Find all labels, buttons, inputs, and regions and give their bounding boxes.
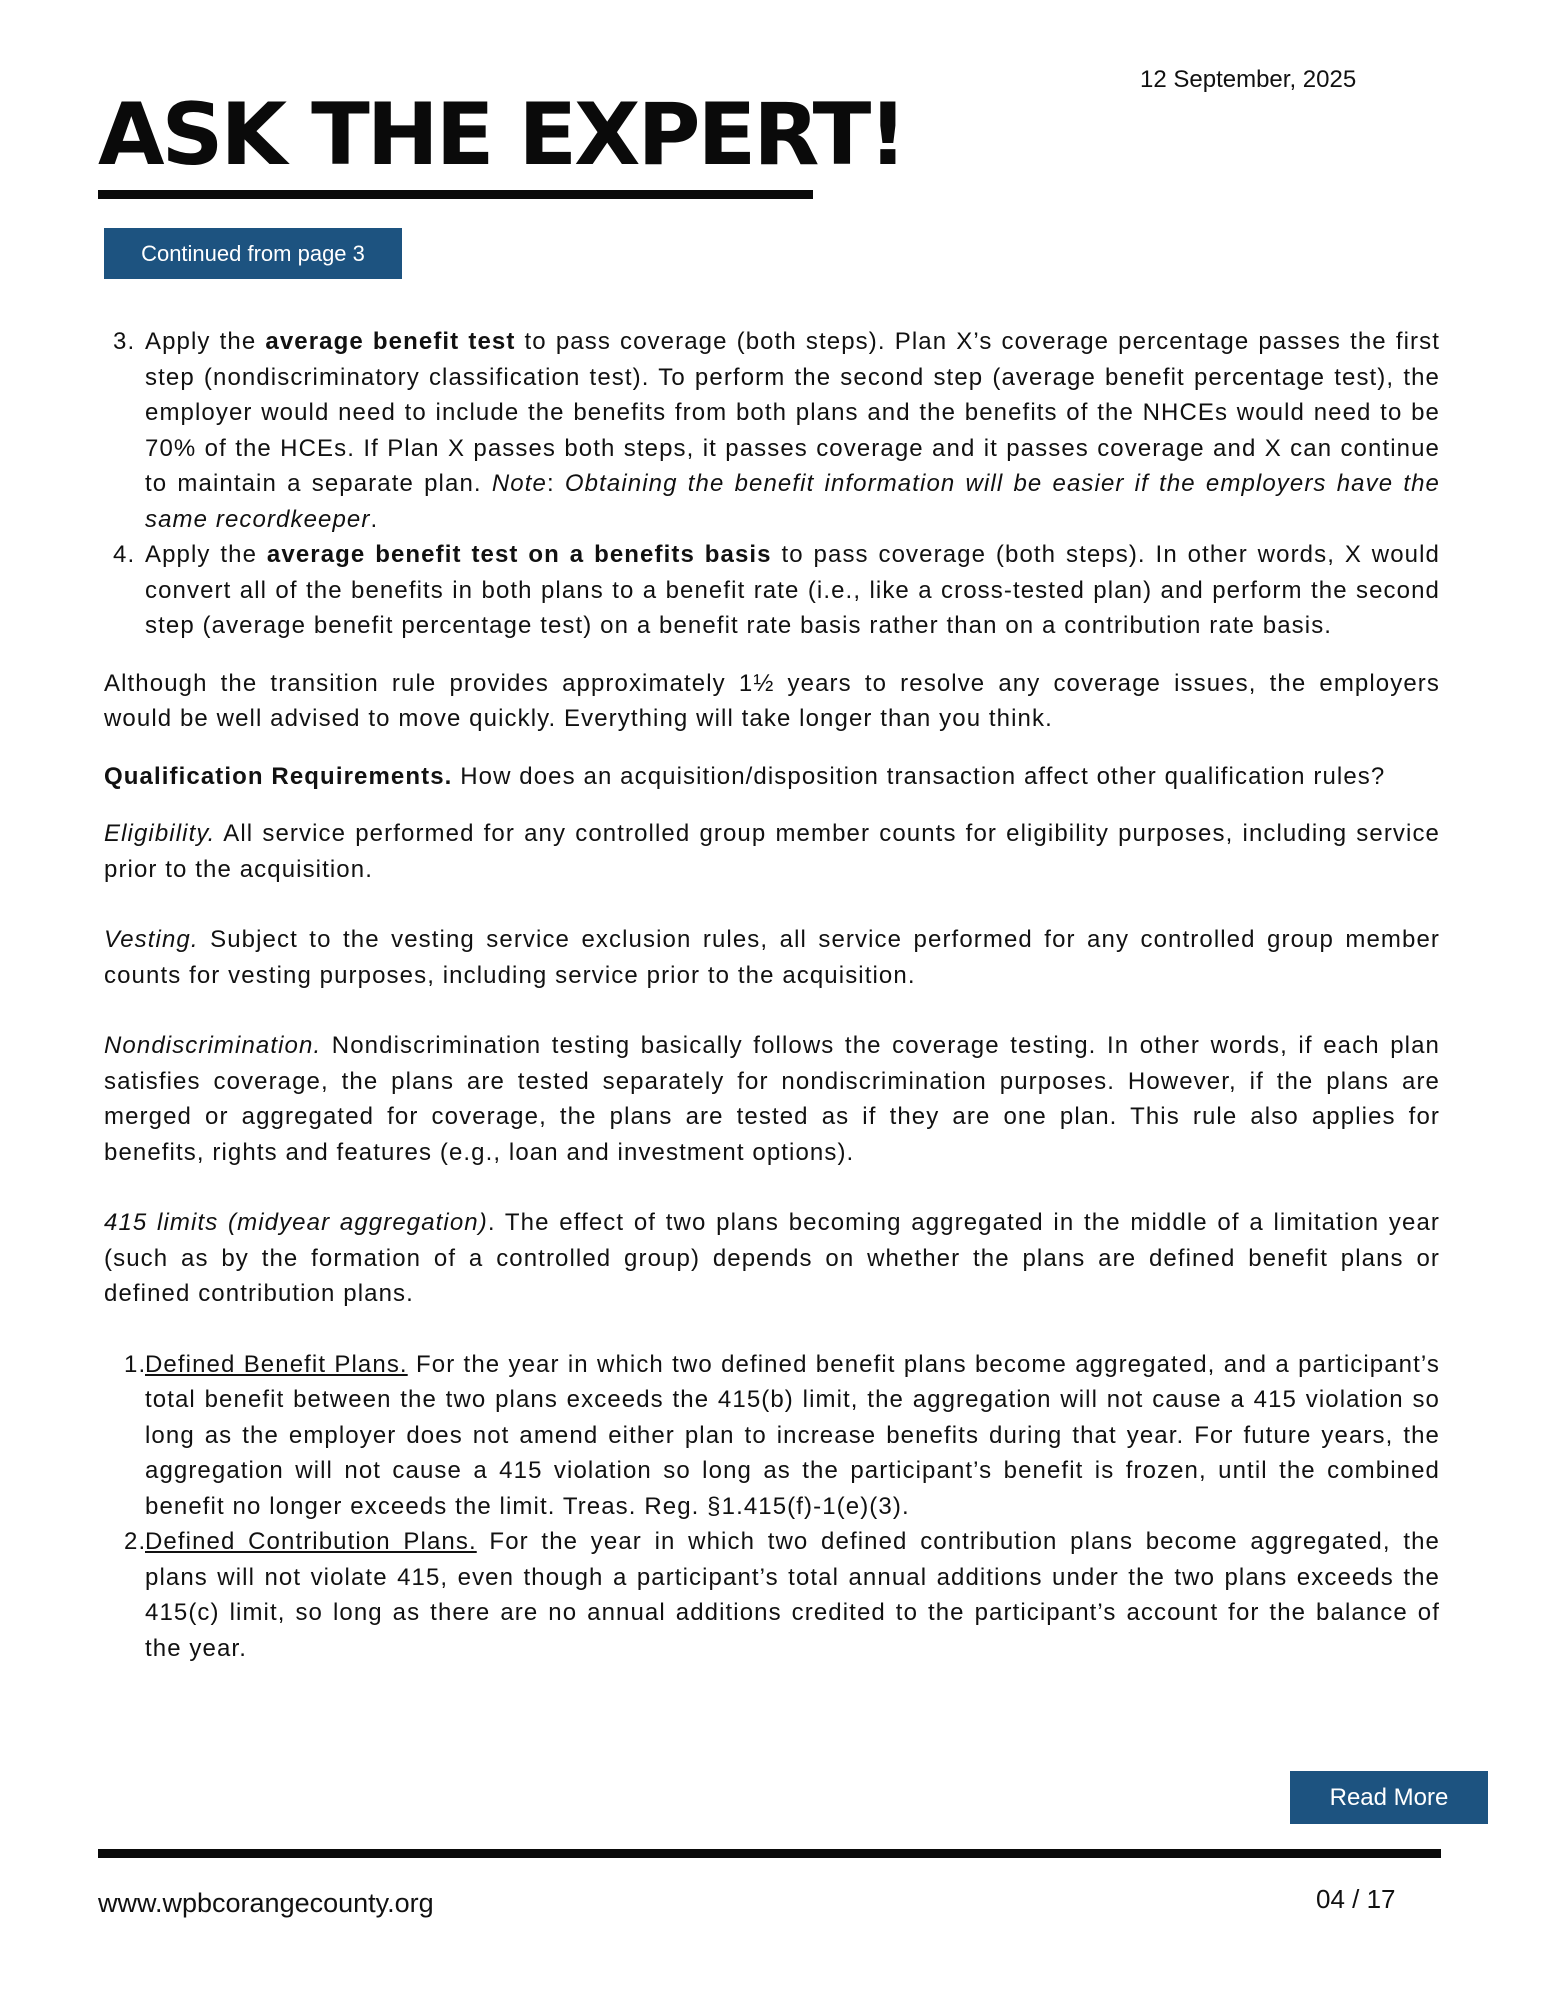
qualification-paragraph	[104, 759, 1440, 795]
nondiscrimination-paragraph	[104, 1028, 1440, 1170]
list-item	[104, 537, 1440, 644]
nondiscrimination-text: Nondiscrimination testing basically follows the coverage testing. In other words, if each plan satisfies coverage, the plans are tested separately for nondiscrimination purposes. However, if the plans are merged or aggregated for coverage, the plans are tested as if they are one plan. This rule also applies for benefits, rights and features (e.g., loan and investment options).	[104, 1032, 1440, 1166]
list-number: 3.	[113, 328, 136, 355]
note-colon: :	[546, 470, 555, 497]
list-item	[104, 1524, 1440, 1666]
vesting-label: Vesting.	[104, 926, 199, 953]
article-body	[104, 324, 1440, 1688]
continued-from-badge: Continued from page 3	[104, 228, 402, 279]
defined-benefit-label: Defined Benefit Plans.	[145, 1350, 408, 1378]
vesting-paragraph	[104, 922, 1440, 993]
defined-contribution-label: Defined Contribution Plans.	[145, 1528, 477, 1555]
list-item	[104, 324, 1440, 537]
eligibility-text: All service performed for any controlled group member counts for eligibility purposes, including service prior to the acquisition.	[104, 820, 1440, 883]
vesting-text: Subject to the vesting service exclusion rules, all service performed for any controlled group member counts for vesting purposes, including service prior to the acquisition.	[104, 926, 1440, 989]
list-item-text	[145, 537, 1440, 644]
list-item-text	[145, 324, 1440, 537]
list-text: to pass coverage (both steps). Plan X’s coverage percentage passes the first step (nondiscriminatory classification test). To perform the second step (average benefit percentage test), the employer would need to include the benefits from both plans and the benefits of the NHCEs would need to be 70% of the HCEs. If Plan X passes both steps, it passes coverage and it passes coverage and X can continue to maintain a separate plan.	[145, 328, 1440, 497]
coverage-options-list	[104, 324, 1440, 644]
note-label: Note	[491, 470, 547, 497]
list-number: 4.	[113, 541, 136, 568]
list-item-text	[145, 1524, 1440, 1666]
website-url: www.wpbcorangecounty.org	[98, 1888, 434, 1918]
bold-term: average benefit test	[265, 328, 516, 355]
list-text: Apply the	[145, 541, 267, 568]
date-label: 12 September, 2025	[1140, 66, 1357, 93]
list-text: to pass coverage (both steps). In other words, X would convert all of the benefits in both plans to a benefit rate (i.e., like a cross-tested plan) and perform the second step (average benefit percentage test) on a benefit rate basis rather than on a contribution rate basis.	[145, 541, 1441, 639]
page-title: ASK THE EXPERT!	[98, 85, 905, 185]
list-item-text	[145, 1347, 1440, 1525]
transition-paragraph: Although the transition rule provides approximately 1½ years to resolve any coverage issues, the employers would be well advised to move quickly. Everything will take longer than you think.	[104, 669, 1440, 732]
bold-term: average benefit test on a benefits basis	[266, 541, 772, 568]
limits-415-paragraph	[104, 1205, 1440, 1312]
list-text: Apply the	[145, 328, 266, 355]
eligibility-paragraph	[104, 816, 1440, 887]
qualification-label: Qualification Requirements.	[104, 762, 453, 790]
footer-rule	[98, 1849, 1441, 1858]
page-number: 04 / 17	[1316, 1884, 1396, 1914]
read-more-button[interactable]: Read More	[1290, 1771, 1488, 1824]
list-item	[104, 1347, 1440, 1525]
list-number: 2.	[124, 1528, 147, 1555]
title-underline	[98, 190, 813, 199]
list-text: For the year in which two defined contribution plans become aggregated, the plans will not violate 415, even though a participant’s total annual additions under the two plans exceeds the 415(c) limit, so long as there are no annual additions credited to the participant’s account for the balance of the year.	[145, 1528, 1440, 1662]
nondiscrimination-label: Nondiscrimination.	[104, 1032, 322, 1059]
limits-415-label: 415 limits (midyear aggregation)	[104, 1209, 488, 1236]
plan-types-list	[104, 1347, 1440, 1667]
note-text: Obtaining the benefit information will be easier if the employers have the same recordkeeper	[145, 470, 1440, 533]
list-number: 1.	[124, 1350, 147, 1378]
qualification-text: How does an acquisition/disposition transaction affect other qualification rules?	[452, 762, 1386, 790]
eligibility-label: Eligibility.	[104, 820, 216, 847]
list-text: For the year in which two defined benefit plans become aggregated, and a participant’s total benefit between the two plans exceeds the 415(b) limit, the aggregation will not cause a 415 violation so long as the employer does not amend either plan to increase benefits during that year. For future years, the aggregation will not cause a 415 violation so long as the participant’s benefit is frozen, until the combined benefit no longer exceeds the limit. Treas. Reg. §1.415(f)-1(e)(3).	[145, 1350, 1440, 1520]
note-end: .	[370, 505, 379, 533]
limits-415-text: . The effect of two plans becoming aggregated in the middle of a limitation year (such as by the formation of a controlled group) depends on whether the plans are defined benefit plans or defined contribution plans.	[104, 1209, 1440, 1307]
